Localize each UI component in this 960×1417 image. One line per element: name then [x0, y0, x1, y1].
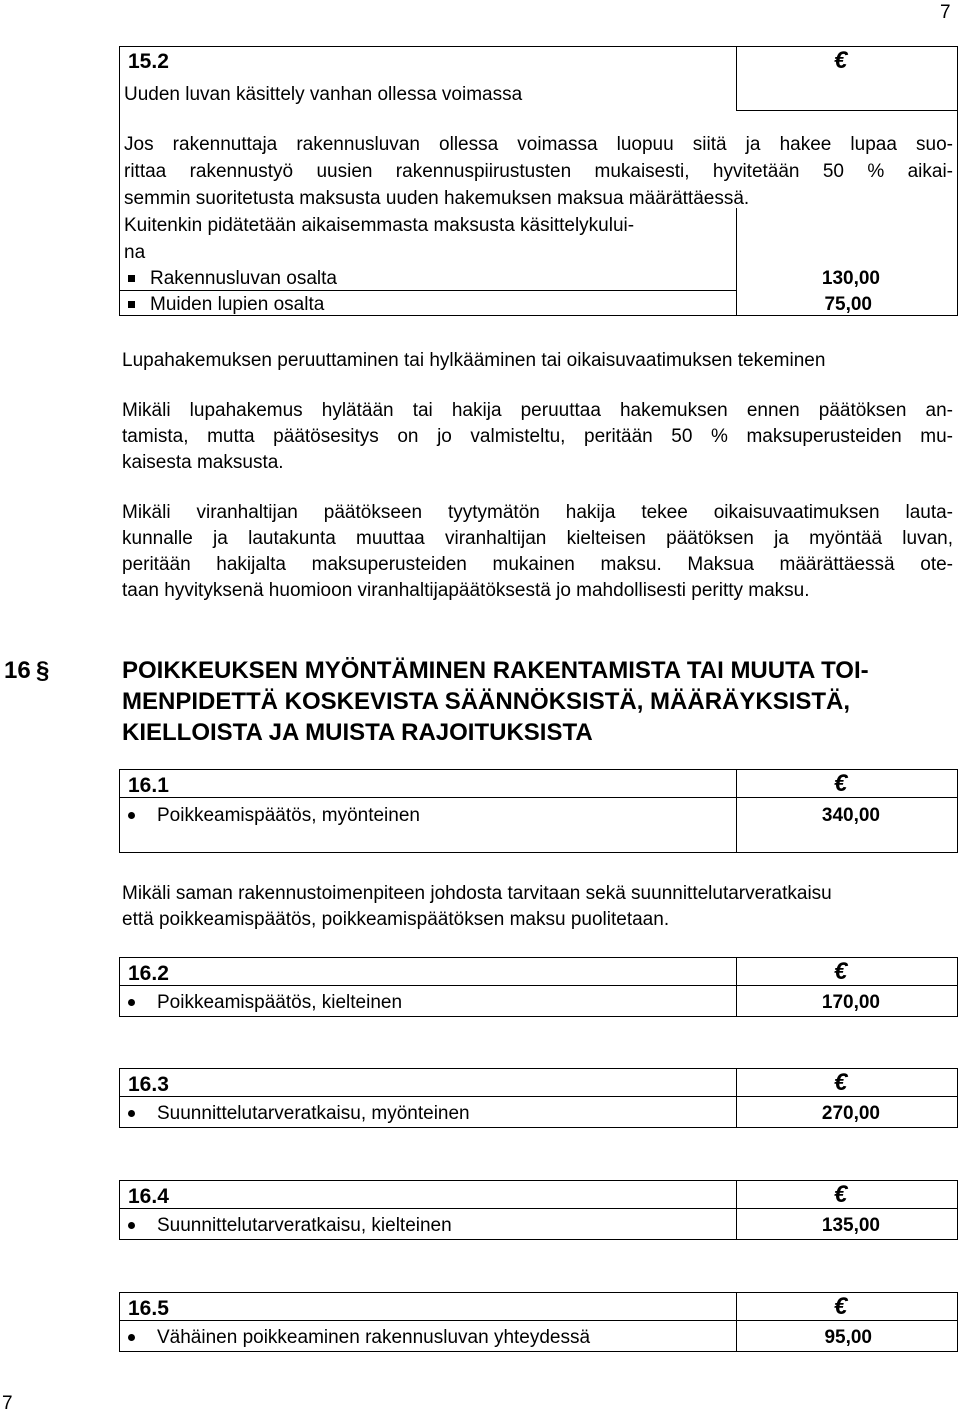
note-line: na — [124, 242, 146, 263]
euro-icon: € — [834, 770, 848, 797]
fee-amount: 130,00 — [821, 268, 880, 289]
fee-amount: 270,00 — [821, 1103, 880, 1124]
paragraph-line: rittaa rakennustyö uusien rakennuspiirustusten mukaisesti, hyvitetään 50 % aikai- — [124, 161, 953, 182]
section-number: 16.3 — [128, 1073, 169, 1096]
round-bullet-icon — [128, 999, 135, 1006]
section-number: 16.1 — [128, 774, 169, 797]
euro-icon: € — [834, 1293, 848, 1320]
fee-amount: 75,00 — [824, 294, 872, 315]
list-item: Poikkeamispäätös, kielteinen — [128, 992, 402, 1014]
note-line: Kuitenkin pidätetään aikaisemmasta maksusta käsittelykului- — [124, 215, 635, 236]
fee-amount: 135,00 — [821, 1215, 880, 1236]
section-16-number: 16 — [4, 657, 31, 684]
section-number: 16.2 — [128, 962, 169, 985]
list-item: Poikkeamispäätös, myönteinen — [128, 805, 420, 827]
list-item: Rakennusluvan osalta — [128, 268, 337, 290]
list-item: Muiden lupien osalta — [128, 294, 324, 316]
subheading: Lupahakemuksen peruuttaminen tai hylkääminen tai oikaisuvaatimuksen tekeminen — [122, 350, 826, 371]
round-bullet-icon — [128, 1334, 135, 1341]
fee-amount: 95,00 — [824, 1327, 872, 1348]
paragraph-line: kaisesta maksusta. — [122, 452, 284, 473]
paragraph-line: Mikäli saman rakennustoimenpiteen johdosta tarvitaan sekä suunnittelutarveratkaisu — [122, 883, 832, 904]
paragraph-line: Jos rakennuttaja rakennusluvan ollessa voimassa luopuu siitä ja hakee lupaa suo- — [124, 134, 953, 155]
paragraph-symbol-icon: § — [36, 657, 50, 684]
paragraph-line: kunnalle ja lautakunta muuttaa viranhaltijan kielteisen päätöksen ja myöntää luvan, — [122, 528, 953, 549]
round-bullet-icon — [128, 1222, 135, 1229]
euro-icon: € — [834, 958, 848, 985]
euro-icon: € — [834, 1069, 848, 1096]
euro-icon: € — [834, 47, 848, 74]
fee-amount: 170,00 — [821, 992, 880, 1013]
section-16-title-line: MENPIDETTÄ KOSKEVISTA SÄÄNNÖKSISTÄ, MÄÄRÄYKSISTÄ, — [122, 688, 851, 715]
round-bullet-icon — [128, 812, 135, 819]
paragraph-line: taan hyvityksenä huomioon viranhaltijapäätöksestä jo mahdollisesti peritty maksu. — [122, 580, 810, 601]
paragraph-line: tamista, mutta päätösesitys on jo valmisteltu, peritään 50 % maksuperusteiden mu- — [122, 426, 953, 447]
section-16-title-line: KIELLOISTA JA MUISTA RAJOITUKSISTA — [122, 719, 593, 746]
section-16-title-line: POIKKEUKSEN MYÖNTÄMINEN RAKENTAMISTA TAI MUUTA TOI- — [122, 657, 869, 684]
euro-icon: € — [834, 1181, 848, 1208]
section-title: Uuden luvan käsittely vanhan ollessa voimassa — [124, 84, 523, 105]
list-item: Suunnittelutarveratkaisu, kielteinen — [128, 1215, 452, 1237]
section-number: 15.2 — [128, 50, 169, 73]
page-number-top: 7 — [940, 2, 951, 23]
page-number-bottom: 7 — [2, 1393, 13, 1414]
paragraph-line: semmin suoritetusta maksusta uuden hakemuksen maksua määrättäessä. — [124, 188, 750, 209]
square-bullet-icon — [128, 301, 135, 308]
paragraph-line: että poikkeamispäätös, poikkeamispäätöksen maksu puolitetaan. — [122, 909, 670, 930]
paragraph-line: Mikäli viranhaltijan päätökseen tyytymätön hakija tekee oikaisuvaatimuksen lauta- — [122, 502, 953, 523]
square-bullet-icon — [128, 275, 135, 282]
fee-amount: 340,00 — [821, 805, 880, 826]
list-item: Suunnittelutarveratkaisu, myönteinen — [128, 1103, 470, 1125]
paragraph-line: Mikäli lupahakemus hylätään tai hakija peruuttaa hakemuksen ennen päätöksen an- — [122, 400, 953, 421]
section-number: 16.5 — [128, 1297, 169, 1320]
section-number: 16.4 — [128, 1185, 169, 1208]
list-item: Vähäinen poikkeaminen rakennusluvan yhteydessä — [128, 1327, 590, 1349]
round-bullet-icon — [128, 1110, 135, 1117]
paragraph-line: peritään hakijalta maksuperusteiden mukainen maksu. Maksua määrättäessä ote- — [122, 554, 953, 575]
